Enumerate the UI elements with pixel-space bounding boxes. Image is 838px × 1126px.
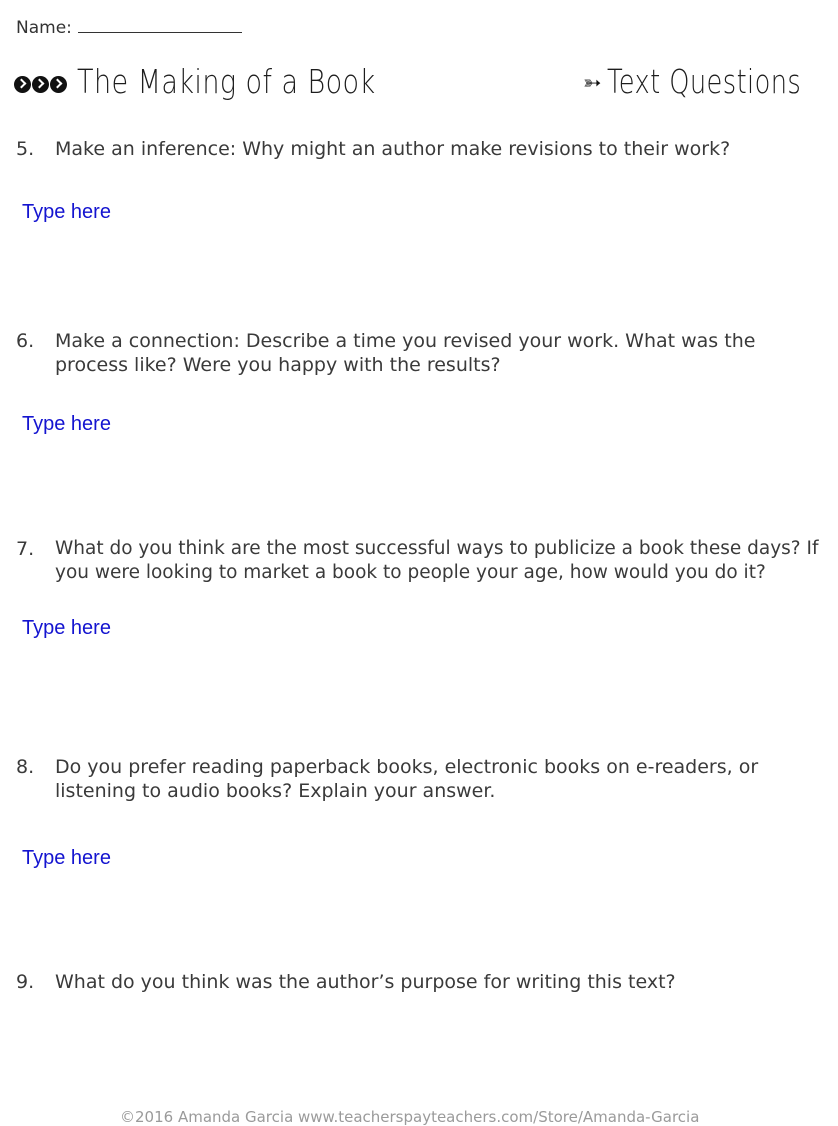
- question-text: Make an inference: Why might an author make revisions to their work?: [55, 138, 731, 160]
- question-number: 5.: [16, 138, 35, 160]
- question-number: 7.: [16, 538, 35, 560]
- feathered-arrow-icon: ➳: [583, 71, 602, 96]
- answer-field-7[interactable]: Type here: [22, 617, 111, 639]
- question-number: 6.: [16, 330, 35, 352]
- answer-field-5[interactable]: Type here: [22, 201, 111, 223]
- worksheet-title: [14, 62, 441, 101]
- question-number: 8.: [16, 756, 35, 778]
- name-field: [16, 16, 242, 38]
- name-blank-line[interactable]: [78, 16, 242, 33]
- triple-arrow-bullet-icon: [14, 76, 67, 93]
- question-text: Make a connection: Describe a time you revised your work. What was the process like? Were you happy with the results?: [55, 330, 756, 376]
- question-7: [16, 537, 836, 585]
- answer-field-8[interactable]: Type here: [22, 847, 111, 869]
- answer-field-6[interactable]: Type here: [22, 413, 111, 435]
- section-subtitle: Text Questions: [607, 62, 802, 101]
- question-text: Do you prefer reading paperback books, electronic books on e-readers, or listening to audio books? Explain your answer.: [55, 756, 759, 802]
- question-6: [16, 329, 836, 377]
- question-5: [16, 137, 836, 161]
- question-number: 9.: [16, 971, 35, 993]
- copyright-footer: ©2016 Amanda Garcia www.teacherspayteachers.com/Store/Amanda-Garcia: [120, 1108, 700, 1126]
- question-8: [16, 755, 836, 803]
- section-title: [583, 62, 838, 101]
- page-title: The Making of a Book: [77, 62, 376, 101]
- question-text: What do you think was the author’s purpose for writing this text?: [55, 971, 676, 993]
- question-9: [16, 970, 836, 994]
- question-text: What do you think are the most successful ways to publicize a book these days? If you were looking to market a book to people your age, how would you do it?: [55, 538, 819, 583]
- name-label: Name:: [16, 18, 72, 38]
